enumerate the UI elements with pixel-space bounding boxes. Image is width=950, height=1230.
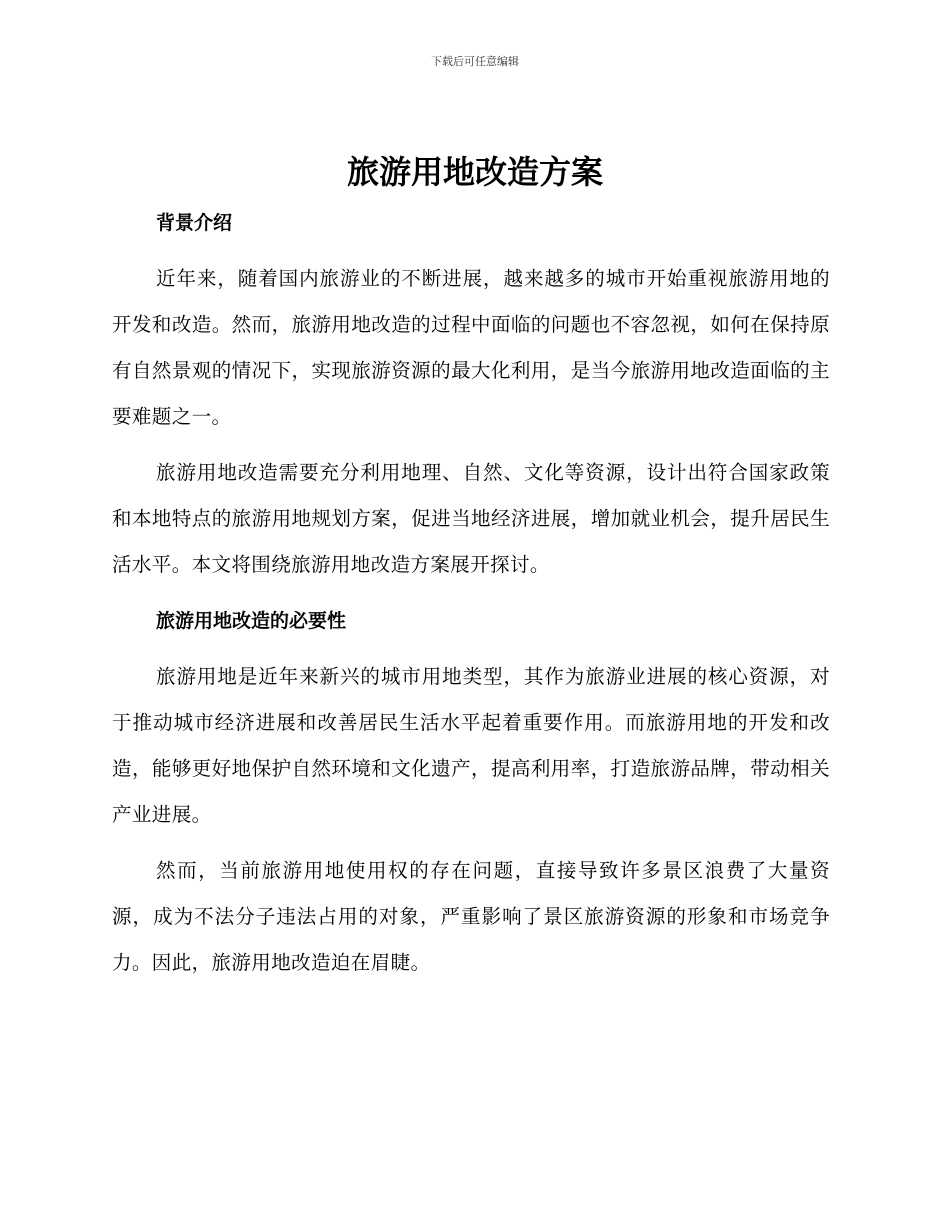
document-title: 旅游用地改造方案 [346, 153, 603, 191]
paragraph: 然而，当前旅游用地使用权的存在问题，直接导致许多景区浪费了大量资源，成为不法分子违法占用的对象，严重影响了景区旅游资源的形象和市场竞争力。因此，旅游用地改造迫在眉睫。 [112, 859, 830, 974]
section-heading-background: 背景介绍 [156, 212, 233, 234]
section-heading-necessity: 旅游用地改造的必要性 [156, 610, 347, 632]
page-header-note: 下载后可任意编辑 [431, 55, 519, 68]
document-body [112, 200, 830, 986]
paragraph: 旅游用地是近年来新兴的城市用地类型，其作为旅游业进展的核心资源，对于推动城市经济进展和改善居民生活水平起着重要作用。而旅游用地的开发和改造，能够更好地保护自然环境和文化遗产，提高利用率，打造旅游品牌，带动相关产业进展。 [112, 665, 830, 826]
paragraph: 旅游用地改造需要充分利用地理、自然、文化等资源，设计出符合国家政策和本地特点的旅游用地规划方案，促进当地经济进展，增加就业机会，提升居民生活水平。本文将围绕旅游用地改造方案展开探讨。 [112, 461, 830, 576]
paragraph: 近年来，随着国内旅游业的不断进展，越来越多的城市开始重视旅游用地的开发和改造。然而，旅游用地改造的过程中面临的问题也不容忽视，如何在保持原有自然景观的情况下，实现旅游资源的最大化利用，是当今旅游用地改造面临的主要难题之一。 [112, 267, 830, 428]
